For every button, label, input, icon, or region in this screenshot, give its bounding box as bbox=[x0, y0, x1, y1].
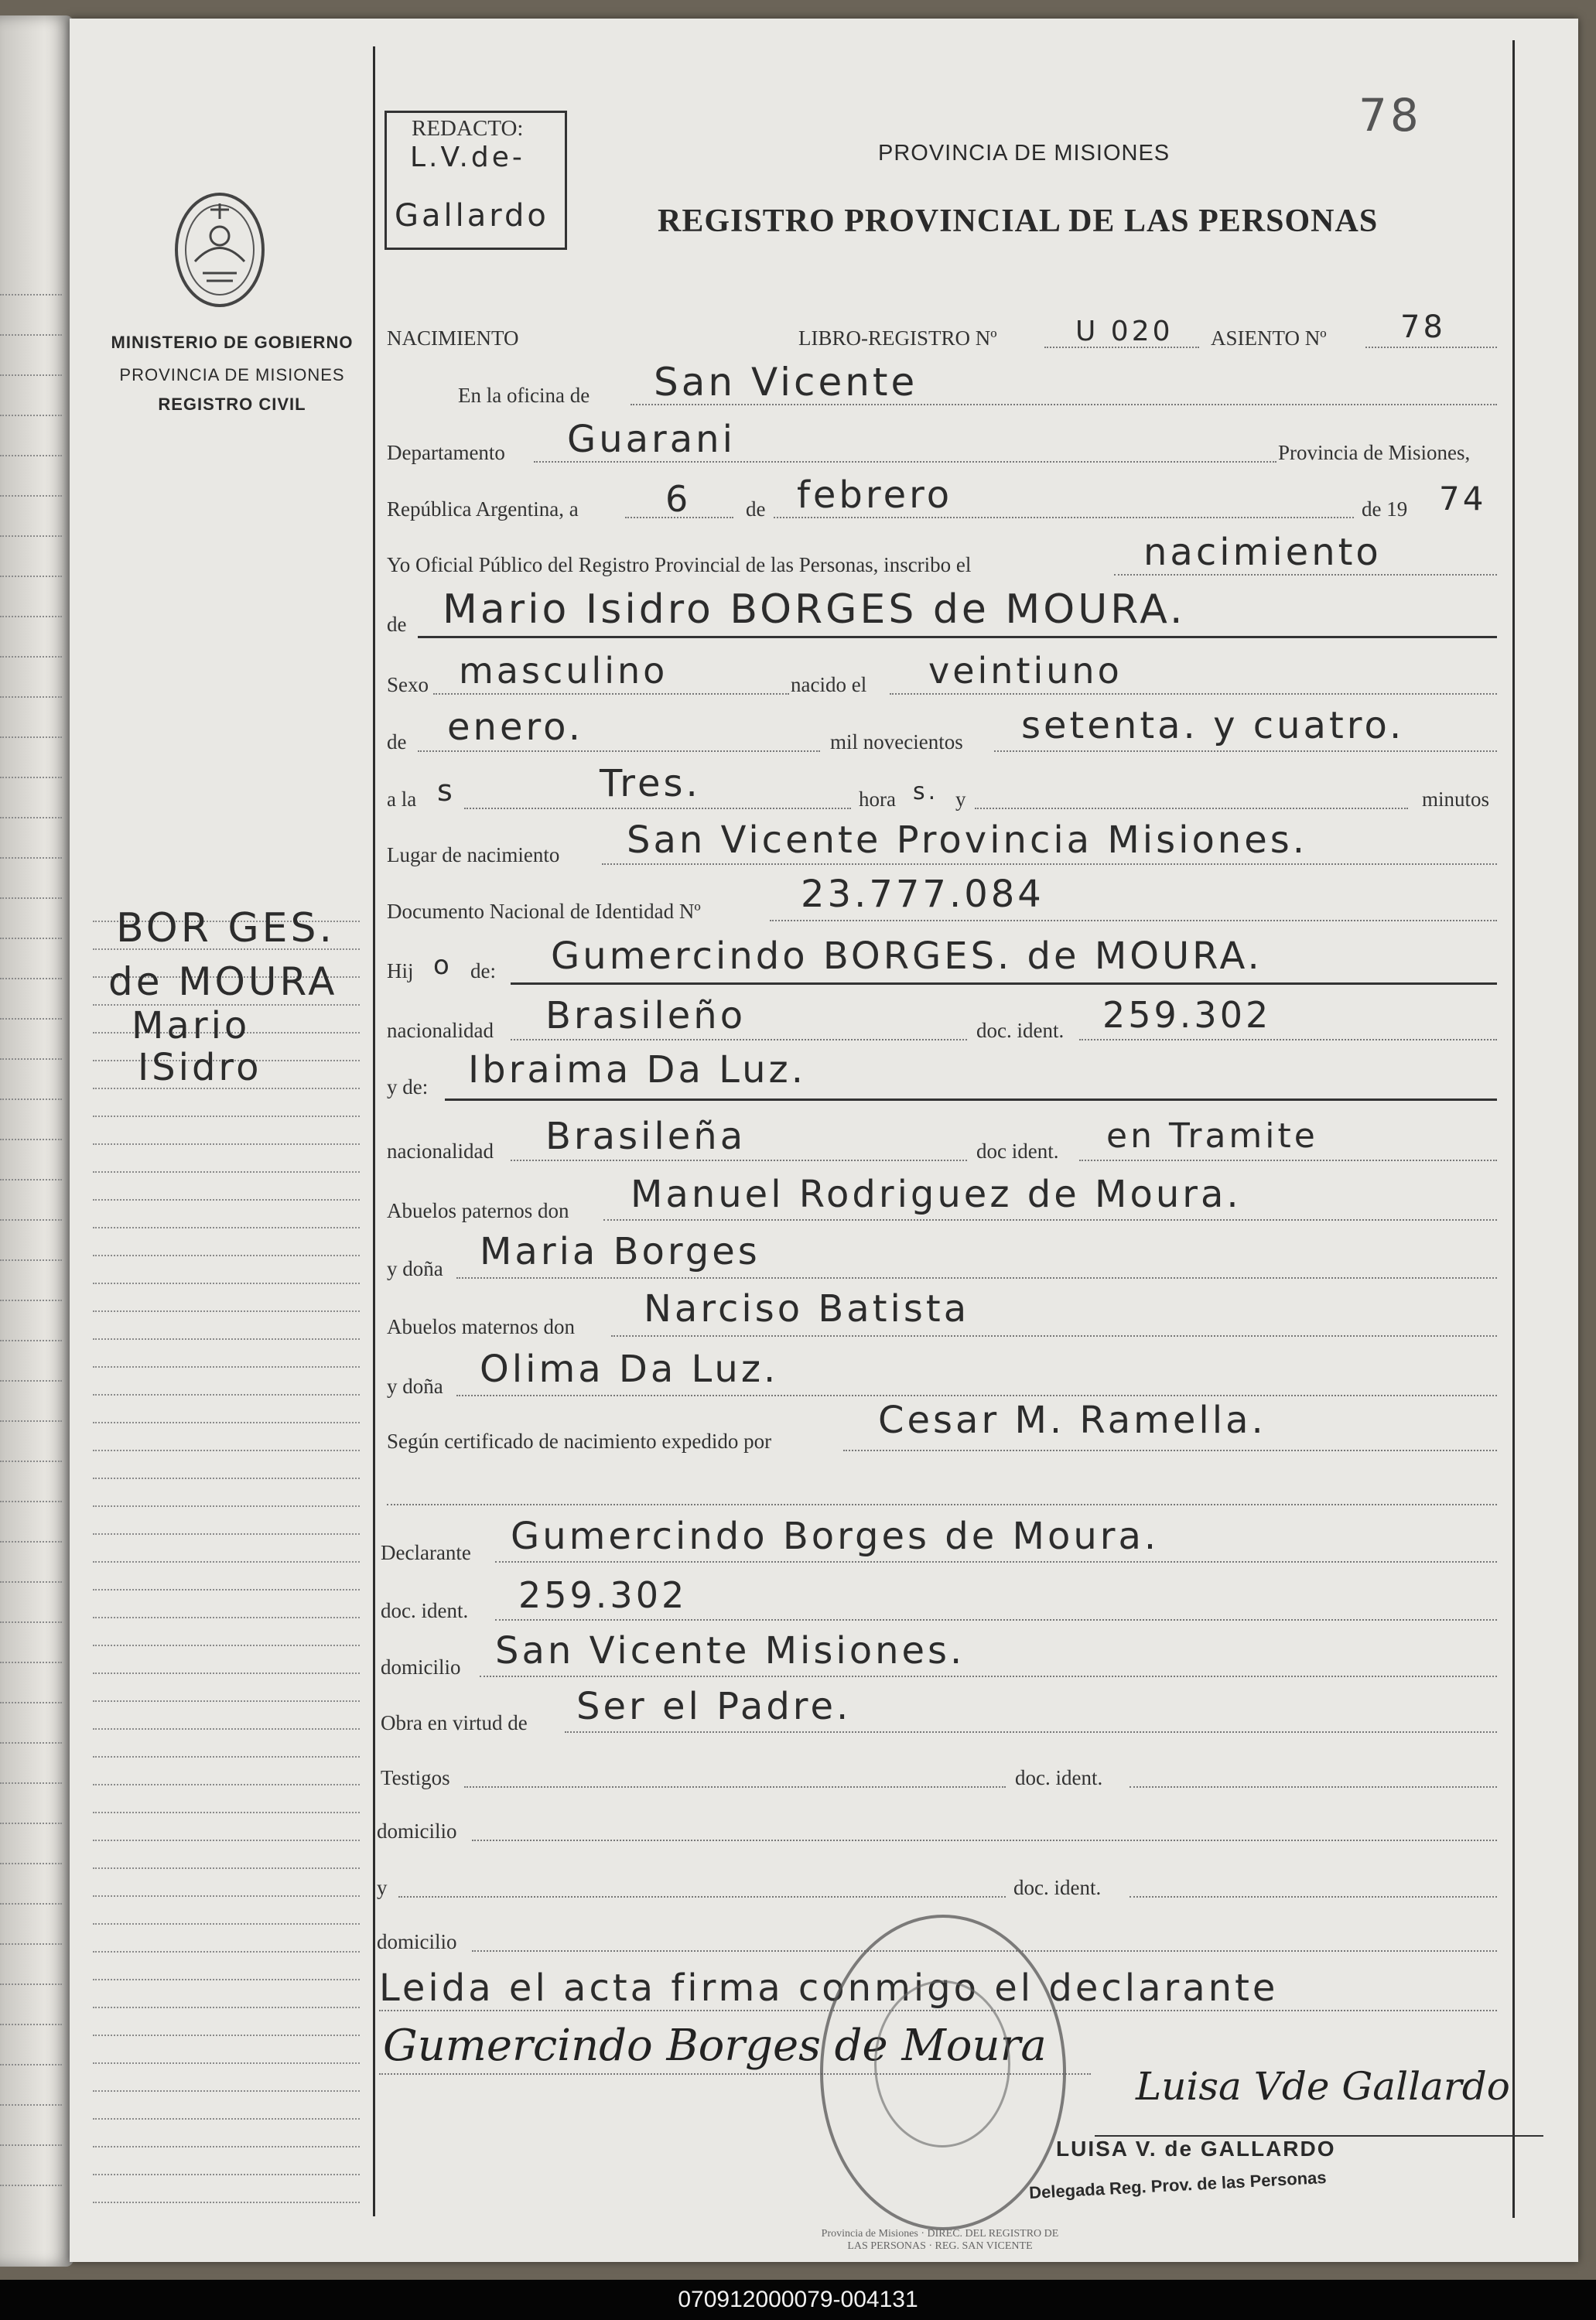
margin-rule-line bbox=[93, 1561, 360, 1563]
certificado-label: Según certificado de nacimiento expedido por bbox=[387, 1430, 772, 1453]
y-dona-materna-label: y doña bbox=[387, 1375, 443, 1398]
y-hora-label: y bbox=[955, 788, 966, 811]
hijo-de-label: de: bbox=[470, 959, 496, 982]
nacionalidad-madre-label: nacionalidad bbox=[387, 1139, 494, 1163]
oficial-signature: Luisa Vde Gallardo bbox=[1136, 2064, 1510, 2109]
left-page-rule-line bbox=[0, 817, 62, 818]
left-page-rule-line bbox=[0, 1541, 62, 1543]
left-page-rule-line bbox=[0, 736, 62, 738]
left-page-rule-line bbox=[0, 857, 62, 859]
sexo-label: Sexo bbox=[387, 673, 429, 696]
minutos-label: minutos bbox=[1422, 788, 1490, 811]
left-page-rule-line bbox=[0, 696, 62, 698]
margin-surname-1: BOR GES. bbox=[116, 905, 336, 952]
margin-rule-line bbox=[93, 1116, 360, 1117]
ala-label: a la bbox=[387, 788, 417, 811]
ala-value: s bbox=[437, 774, 456, 808]
sexo-value: masculino bbox=[459, 650, 668, 692]
oficina-label: En la oficina de bbox=[458, 384, 590, 407]
doc-declarante-value: 259.302 bbox=[518, 1574, 688, 1616]
abuela-materna-value: Olima Da Luz. bbox=[480, 1348, 779, 1391]
mil-label: mil novecientos bbox=[830, 730, 963, 753]
archive-id: 070912000079-004131 bbox=[678, 2287, 918, 2312]
provincia-misiones-label: Provincia de Misiones, bbox=[1278, 441, 1471, 464]
left-page-rule-line bbox=[0, 1621, 62, 1623]
left-page-rule-line bbox=[0, 576, 62, 577]
margin-surname-2: de MOURA bbox=[108, 959, 338, 1004]
margin-rule-line bbox=[93, 1784, 360, 1785]
margin-rule-line bbox=[93, 2146, 360, 2147]
mes-nac-value: enero. bbox=[447, 706, 583, 749]
de-name-label: de bbox=[387, 613, 407, 636]
oficial-title: Delegada Reg. Prov. de las Personas bbox=[1028, 2167, 1328, 2203]
left-page-rule-line bbox=[0, 2185, 62, 2186]
margin-rule-line bbox=[93, 1478, 360, 1479]
left-page-rule-line bbox=[0, 1702, 62, 1703]
de-mes-label: de bbox=[387, 730, 407, 753]
left-page-rule-line bbox=[0, 1461, 62, 1462]
nacimiento-label: NACIMIENTO bbox=[387, 326, 519, 350]
doc-padre-label: doc. ident. bbox=[976, 1019, 1065, 1042]
right-frame-line bbox=[1512, 40, 1515, 2218]
doc-madre-value: en Tramite bbox=[1106, 1116, 1318, 1156]
year-label: de 19 bbox=[1362, 497, 1408, 521]
de-label: de bbox=[746, 497, 766, 521]
margin-rule-line bbox=[93, 2090, 360, 2092]
domicilio-value: San Vicente Misiones. bbox=[495, 1629, 965, 1673]
hora-plural: s. bbox=[913, 778, 939, 805]
oficial-value: nacimiento bbox=[1143, 531, 1382, 574]
oficial-name: LUISA V. de GALLARDO bbox=[1056, 2137, 1336, 2161]
asiento-value: 78 bbox=[1400, 309, 1446, 345]
margin-rule-line bbox=[93, 1283, 360, 1284]
obra-label: Obra en virtud de bbox=[381, 1711, 528, 1734]
mes-value: febrero bbox=[797, 473, 953, 517]
left-book-page bbox=[0, 15, 73, 2267]
margin-rule-line bbox=[93, 1728, 360, 1730]
libro-label: LIBRO-REGISTRO Nº bbox=[798, 326, 997, 350]
hora-value: Tres. bbox=[600, 762, 701, 805]
misiones-coat-of-arms-icon bbox=[172, 188, 268, 312]
left-page-rule-line bbox=[0, 1259, 62, 1261]
testigo2-doc-label: doc. ident. bbox=[1013, 1876, 1102, 1899]
seal-emblem-icon bbox=[874, 1980, 1010, 2147]
left-page-rule-line bbox=[0, 1340, 62, 1341]
left-page-rule-line bbox=[0, 978, 62, 979]
republica-label: República Argentina, a bbox=[387, 497, 579, 521]
margin-rule-line bbox=[93, 1645, 360, 1646]
margin-rule-line bbox=[93, 2062, 360, 2064]
left-page-rule-line bbox=[0, 1823, 62, 1824]
dni-value: 23.777.084 bbox=[801, 873, 1044, 916]
abuelos-paternos-label: Abuelos paternos don bbox=[387, 1199, 569, 1222]
left-page-rule-line bbox=[0, 1380, 62, 1382]
margin-rule-line bbox=[93, 1867, 360, 1869]
margin-rule-line bbox=[93, 1617, 360, 1618]
seal-text: Provincia de Misiones · DIREC. DEL REGISTRO DE LAS PERSONAS · REG. SAN VICENTE bbox=[821, 2228, 1059, 2252]
margin-rule-line bbox=[93, 1979, 360, 1980]
abuelo-materno-value: Narciso Batista bbox=[644, 1287, 970, 1331]
libro-value: U 020 bbox=[1075, 316, 1174, 347]
hijo-label: Hij bbox=[387, 959, 414, 982]
left-page-rule-line bbox=[0, 656, 62, 658]
left-page-rule-line bbox=[0, 374, 62, 376]
margin-rule-line bbox=[93, 1840, 360, 1841]
left-page-rule-line bbox=[0, 2144, 62, 2146]
left-page-rule-line bbox=[0, 1300, 62, 1301]
y-dona-paterna-label: y doña bbox=[387, 1257, 443, 1280]
left-page-rule-line bbox=[0, 1662, 62, 1663]
padre-value: Gumercindo BORGES. de MOURA. bbox=[551, 934, 1263, 978]
margin-rule-line bbox=[93, 1171, 360, 1173]
margin-rule-line bbox=[93, 1700, 360, 1702]
margin-rule-line bbox=[93, 1673, 360, 1674]
nacido-label: nacido el bbox=[791, 673, 867, 696]
registro-civil-label: REGISTRO CIVIL bbox=[158, 395, 306, 414]
margin-rule-line bbox=[93, 1394, 360, 1396]
margin-rule-line bbox=[93, 2174, 360, 2175]
margin-rule-line bbox=[93, 1505, 360, 1507]
departamento-label: Departamento bbox=[387, 441, 505, 464]
margin-rule-line bbox=[93, 1143, 360, 1145]
left-page-rule-line bbox=[0, 2104, 62, 2106]
obra-value: Ser el Padre. bbox=[576, 1685, 852, 1728]
left-page-rule-line bbox=[0, 535, 62, 537]
left-page-rule-line bbox=[0, 777, 62, 778]
hora-label: hora bbox=[859, 788, 896, 811]
asiento-label: ASIENTO Nº bbox=[1211, 326, 1327, 350]
margin-rule-line bbox=[93, 2118, 360, 2120]
nacionalidad-madre-value: Brasileña bbox=[545, 1115, 747, 1158]
margin-rule-line bbox=[93, 1756, 360, 1758]
page-title: REGISTRO PROVINCIAL DE LAS PERSONAS bbox=[658, 203, 1379, 239]
margin-rule-line bbox=[93, 1895, 360, 1897]
nacido-value: veintiuno bbox=[928, 650, 1123, 692]
redacto-value: L.V.de- bbox=[410, 142, 525, 173]
left-page-rule-line bbox=[0, 1501, 62, 1502]
province-label: PROVINCIA DE MISIONES bbox=[119, 365, 345, 384]
margin-rule-line bbox=[93, 2035, 360, 2036]
left-page-rule-line bbox=[0, 415, 62, 416]
margin-rule-line bbox=[93, 1199, 360, 1201]
margin-rule-line bbox=[93, 1923, 360, 1925]
left-page-rule-line bbox=[0, 294, 62, 296]
redacto-value-2: Gallardo bbox=[395, 198, 549, 234]
left-page-rule-line bbox=[0, 1098, 62, 1100]
domicilio-testigo2-label: domicilio bbox=[377, 1930, 457, 1953]
abuelo-paterno-value: Manuel Rodriguez de Moura. bbox=[631, 1173, 1242, 1216]
margin-rule-line bbox=[93, 1338, 360, 1340]
footer-bar bbox=[0, 2280, 1596, 2320]
margin-rule-line bbox=[93, 1589, 360, 1591]
anio-nac-value: setenta. y cuatro. bbox=[1021, 704, 1405, 747]
departamento-value: Guarani bbox=[567, 418, 736, 461]
doc-declarante-label: doc. ident. bbox=[381, 1599, 469, 1622]
left-page-rule-line bbox=[0, 938, 62, 939]
left-page-rule-line bbox=[0, 1581, 62, 1583]
left-frame-line bbox=[373, 46, 375, 2216]
abuela-paterna-value: Maria Borges bbox=[480, 1230, 760, 1273]
left-page-rule-line bbox=[0, 1018, 62, 1020]
left-page-rule-line bbox=[0, 1742, 62, 1744]
left-page-rule-line bbox=[0, 1903, 62, 1905]
testigos-doc-label: doc. ident. bbox=[1015, 1766, 1103, 1789]
madre-value: Ibraima Da Luz. bbox=[468, 1048, 806, 1092]
left-page-rule-line bbox=[0, 1420, 62, 1422]
left-page-rule-line bbox=[0, 1139, 62, 1140]
left-page-rule-line bbox=[0, 1782, 62, 1784]
left-page-rule-line bbox=[0, 1943, 62, 1945]
left-page-rule-line bbox=[0, 1058, 62, 1060]
nacionalidad-padre-value: Brasileño bbox=[545, 994, 747, 1037]
dni-label: Documento Nacional de Identidad Nº bbox=[387, 900, 701, 923]
left-page-rule-line bbox=[0, 1219, 62, 1221]
declarante-signature: Gumercindo Borges de Moura bbox=[383, 2021, 1047, 2071]
declarante-label: Declarante bbox=[381, 1541, 471, 1564]
margin-rule-line bbox=[93, 1422, 360, 1423]
left-page-rule-line bbox=[0, 1983, 62, 1985]
margin-rule-line bbox=[93, 1227, 360, 1228]
testigos-label: Testigos bbox=[381, 1766, 450, 1789]
hijo-gender-value: o bbox=[433, 950, 453, 981]
margin-rule-line bbox=[93, 1255, 360, 1256]
left-page-rule-line bbox=[0, 495, 62, 497]
margin-rule-line bbox=[93, 1450, 360, 1451]
doc-padre-value: 259.302 bbox=[1102, 994, 1272, 1036]
lugar-label: Lugar de nacimiento bbox=[387, 843, 560, 866]
abuelos-maternos-label: Abuelos maternos don bbox=[387, 1315, 575, 1338]
oficina-value: San Vicente bbox=[654, 360, 918, 405]
domicilio-label: domicilio bbox=[381, 1655, 461, 1679]
dia-value: 6 bbox=[665, 478, 692, 520]
margin-rule-line bbox=[93, 1310, 360, 1312]
left-page-rule-line bbox=[0, 1863, 62, 1864]
leida-text: Leida el acta firma conmigo el declarante bbox=[379, 1966, 1279, 2010]
certificado-value: Cesar M. Ramella. bbox=[878, 1399, 1266, 1442]
margin-rule-line bbox=[93, 1812, 360, 1813]
left-page-rule-line bbox=[0, 616, 62, 617]
left-page-rule-line bbox=[0, 897, 62, 899]
redacto-label: REDACTO: bbox=[412, 116, 524, 141]
left-page-rule-line bbox=[0, 1179, 62, 1181]
left-page-rule-line bbox=[0, 2064, 62, 2065]
margin-rule-line bbox=[93, 1366, 360, 1368]
nombre-value: Mario Isidro BORGES de MOURA. bbox=[443, 586, 1186, 633]
page-number: 78 bbox=[1358, 89, 1422, 142]
doc-madre-label: doc ident. bbox=[976, 1139, 1059, 1163]
left-page-rule-line bbox=[0, 334, 62, 336]
document-page bbox=[70, 19, 1578, 2262]
left-page-rule-line bbox=[0, 2024, 62, 2025]
declarante-value: Gumercindo Borges de Moura. bbox=[511, 1515, 1160, 1558]
lugar-value: San Vicente Provincia Misiones. bbox=[627, 818, 1308, 862]
left-page-rule-line bbox=[0, 455, 62, 456]
ministry-label: MINISTERIO DE GOBIERNO bbox=[111, 333, 354, 352]
margin-rule-line bbox=[93, 2202, 360, 2203]
margin-rule-line bbox=[93, 2007, 360, 2008]
margin-rule-line bbox=[93, 1951, 360, 1953]
margin-rule-line bbox=[93, 1533, 360, 1535]
nacionalidad-padre-label: nacionalidad bbox=[387, 1019, 494, 1042]
margin-first-name: Mario bbox=[132, 1004, 251, 1047]
margin-middle-name: ISidro bbox=[138, 1046, 262, 1089]
oficial-label: Yo Oficial Público del Registro Provincial de las Personas, inscribo el bbox=[387, 553, 972, 576]
province-heading: PROVINCIA DE MISIONES bbox=[878, 141, 1171, 166]
y-testigo-label: y bbox=[377, 1876, 388, 1899]
y-de-label: y de: bbox=[387, 1075, 429, 1098]
domicilio-testigo-label: domicilio bbox=[377, 1819, 457, 1843]
year-value: 74 bbox=[1439, 480, 1487, 518]
